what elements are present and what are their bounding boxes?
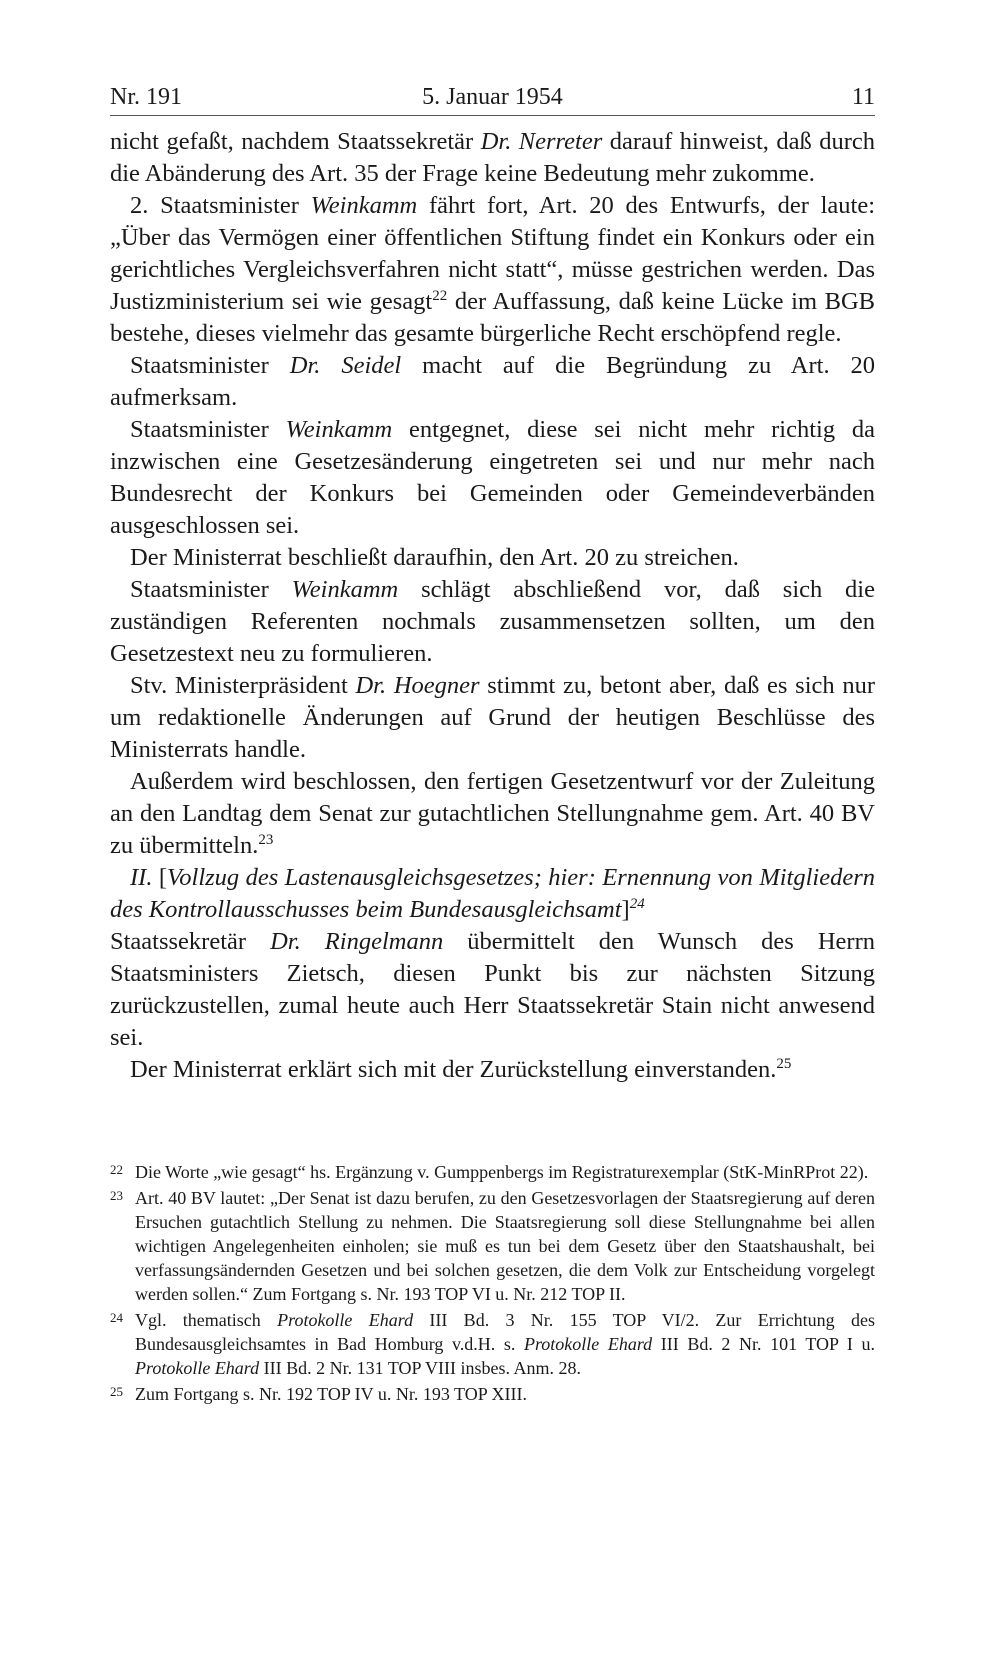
body-text [110, 126, 875, 1086]
paragraph-3: Staatsminister Dr. Seidel macht auf die Begründung zu Art. 20 aufmerksam. [110, 352, 875, 411]
footnote-text: Vgl. thematisch Protokolle Ehard III Bd. 3 Nr. 155 TOP VI/2. Zur Errichtung des Bundesausgleichsamtes in Bad Homburg v.d.H. s. Protokolle Ehard III Bd. 2 Nr. 101 TOP I u. Protokolle Ehard III Bd. 2 Nr. 131 TOP VIII insbes. Anm. 28. [135, 1310, 875, 1378]
footnote-number: 24 [110, 1310, 123, 1325]
footnote-text: Art. 40 BV lautet: „Der Senat ist dazu berufen, zu den Gesetzesvorlagen der Staatsregierung auf deren Ersuchen gutachtlich Stellung zu nehmen. Die Staatsregierung soll diese Stellungnahme bei allen wichtigen Angelegenheiten einholen; sie muß es tun bei dem Gesetz über den Staatshaushalt, bei verfassungsändernden Gesetzen und bei solchen gesetzen, die dem Volk zur Entscheidung vorgelegt werden sollen.“ Zum Fortgang s. Nr. 193 TOP VI u. Nr. 212 TOP II. [135, 1188, 875, 1304]
footnote-ref-25: 25 [776, 1056, 792, 1072]
footnote-23 [110, 1186, 875, 1306]
footnote-ref-23: 23 [258, 832, 274, 848]
footnote-text: Zum Fortgang s. Nr. 192 TOP IV u. Nr. 193 TOP XIII. [135, 1384, 528, 1404]
footnote-number: 22 [110, 1162, 123, 1177]
paragraph-6: Staatsminister Weinkamm schlägt abschließend vor, daß sich die zuständigen Referenten nochmals zusammensetzen sollten, um den Gesetzestext neu zu formulieren. [110, 576, 875, 667]
page [110, 80, 875, 1086]
paragraph-4: Staatsminister Weinkamm entgegnet, diese sei nicht mehr richtig da inzwischen eine Gesetzesänderung eingetreten sei und nur mehr nach Bundesrecht der Konkurs bei Gemeinden oder Gemeindeverbänden ausgeschlossen sei. [110, 416, 875, 539]
running-header [110, 80, 875, 116]
paragraph-10: Der Ministerrat erklärt sich mit der Zurückstellung einverstanden.$^{25}$ [130, 1056, 792, 1083]
speaker-name: Weinkamm [285, 416, 393, 443]
paragraph-1: nicht gefaßt, nachdem Staatssekretär Dr. Nerreter darauf hinweist, daß durch die Abänderung des Art. 35 der Frage keine Bedeutung mehr zukomme. [110, 128, 876, 187]
speaker-name: Dr. Hoegner [355, 672, 480, 699]
paragraph-2: 2. Staatsminister Weinkamm fährt fort, Art. 20 des Entwurfs, der laute: „Über das Vermögen einer öffentlichen Stiftung findet ein Konkurs oder ein gerichtliches Vergleichsverfahren nicht statt“, müsse gestrichen werden. Das Justizministerium sei wie gesagt$^{22}$ der Auffassung, daß keine Lücke im BGB bestehe, dieses vielmehr das gesamte bürgerliche Recht erschöpfend regle. [110, 192, 875, 347]
footnote-22 [110, 1160, 875, 1184]
footnote-ref-24: 24 [629, 896, 645, 912]
footnote-24 [110, 1308, 875, 1380]
section-title: Vollzug des Lastenausgleichsgesetzes; hier: Ernennung von Mitgliedern des Kontrollausschusses beim Bundesausgleichsamt [110, 864, 875, 923]
citation-title: Protokolle Ehard [523, 1334, 653, 1354]
speaker-name: Dr. Ringelmann [270, 928, 444, 955]
footnote-25 [110, 1382, 875, 1406]
citation-title: Protokolle Ehard [277, 1310, 414, 1330]
footnote-number: 25 [110, 1384, 123, 1399]
paragraph-8: Außerdem wird beschlossen, den fertigen Gesetzentwurf vor der Zuleitung an den Landtag dem Senat zur gutachtlichen Stellungnahme gem. Art. 40 BV zu übermitteln.$^{23}$ [110, 768, 875, 859]
header-rule [110, 115, 875, 116]
speaker-name: Weinkamm [291, 576, 399, 603]
paragraph-9: Staatssekretär Dr. Ringelmann übermittelt den Wunsch des Herrn Staatsministers Zietsch, diesen Punkt bis zur nächsten Sitzung zurückzustellen, zumal heute auch Herr Staatssekretär Stain nicht anwesend sei. [110, 928, 875, 1051]
page-number: 11 [851, 84, 875, 110]
header-date: 5. Januar 1954 [422, 84, 563, 110]
speaker-name: Dr. Nerreter [480, 128, 603, 155]
citation-title: Protokolle Ehard [135, 1358, 260, 1378]
document-number: Nr. 191 [110, 84, 182, 110]
section-heading: II. [Vollzug des Lastenausgleichsgesetzes; hier: Ernennung von Mitgliedern des Kontrollausschusses beim Bundesausgleichsamt]$^{24}$ [110, 864, 875, 923]
paragraph-7: Stv. Ministerpräsident Dr. Hoegner stimmt zu, betont aber, daß es sich nur um redaktionelle Änderungen auf Grund der heutigen Beschlüsse des Ministerrats handle. [110, 672, 875, 763]
speaker-name: Weinkamm [310, 192, 418, 219]
speaker-name: Dr. Seidel [289, 352, 402, 379]
footnote-number: 23 [110, 1188, 123, 1203]
footnote-ref-22: 22 [432, 288, 448, 304]
footnotes [110, 1160, 875, 1408]
section-number: II. [130, 864, 153, 891]
footnote-text: Die Worte „wie gesagt“ hs. Ergänzung v. Gumppenbergs im Registraturexemplar (StK-MinRProt 22). [135, 1162, 869, 1182]
paragraph-5: Der Ministerrat beschließt daraufhin, den Art. 20 zu streichen. [130, 544, 739, 571]
